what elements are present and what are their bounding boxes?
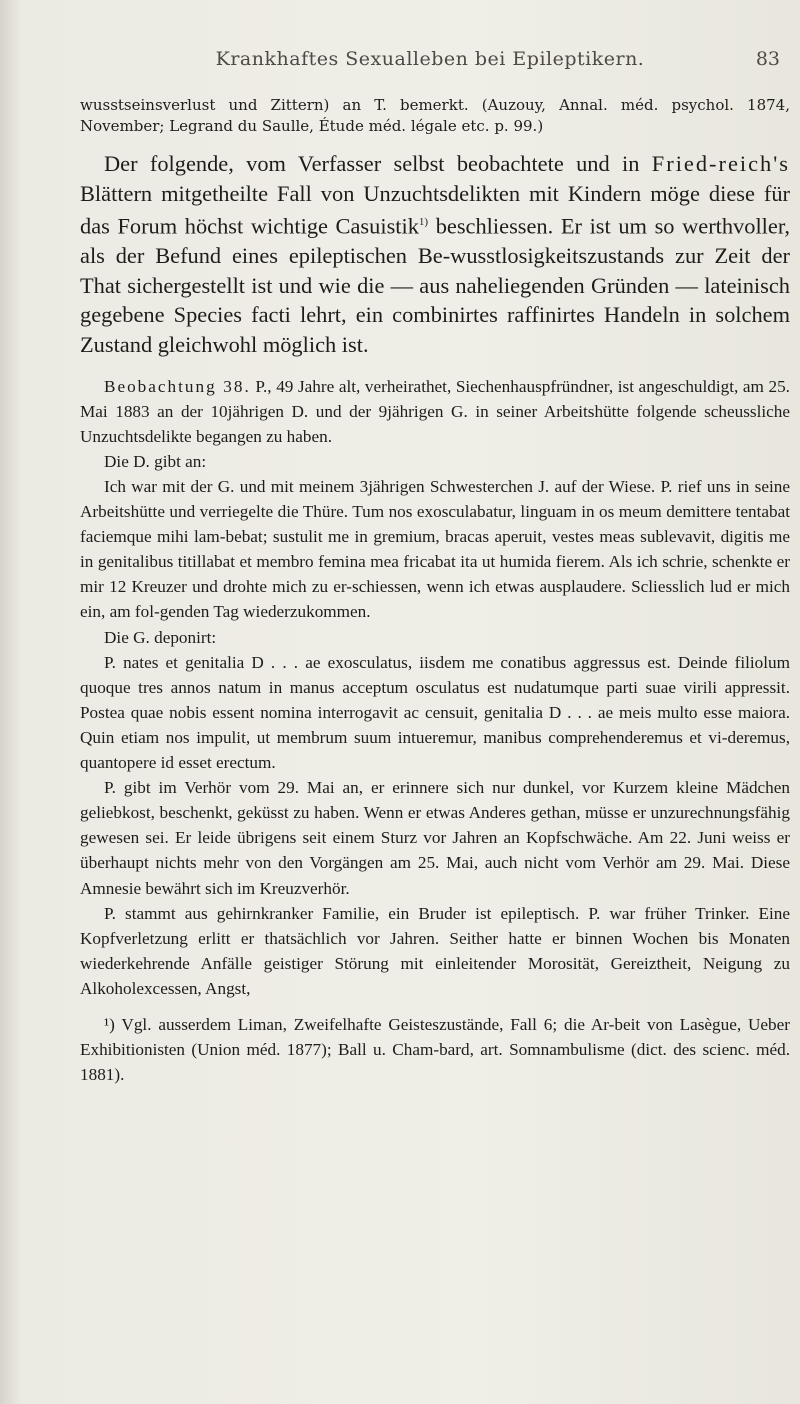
lead-text-1: Der folgende, vom Verfasser selbst beobachtete und in: [104, 151, 652, 176]
lead-name: Fried-reich's: [651, 151, 790, 176]
observation-paragraph: [80, 374, 790, 449]
lead-text-3: beschliessen. Er ist um so werthvoller, als der Befund eines epileptischen Be-wusstlosigkeitszustands zur Zeit der That sichergestellt ist und wie die — aus naheliegenden Gründen — lateinisch gegebene Species facti lehrt, ein combinirtes raffinirtes Handeln in solchem Zustand gleichwohl möglich ist.: [80, 213, 790, 358]
header-title: Krankhaftes Sexualleben bei Epileptikern.: [215, 48, 645, 70]
page-number: 83: [755, 48, 780, 70]
paragraph-history: P. stammt aus gehirnkranker Familie, ein Bruder ist epileptisch. P. war früher Trinker. Eine Kopfverletzung erlitt er thatsächlich vor Jahren. Seither hatte er binnen Wochen bis Monaten wiederkehrende Anfälle geistiger Störung mit einleitender Morosität, Gereiztheit, Neigung zu Alkoholexcessen, Angst,: [80, 903, 790, 998]
observation-label: Beobachtung 38.: [104, 376, 251, 396]
paragraph-d-statement-intro: Die D. gibt an:: [104, 451, 207, 471]
footnote-text: Vgl. ausserdem Liman, Zweifelhafte Geisteszustände, Fall 6; die Ar-beit von Lasègue, Ueber Exhibitionisten (Union méd. 1877); Ball u. Cham-bard, art. Somnambulisme (dict. des scienc. méd. 1881).: [80, 1014, 790, 1084]
paragraph-g-statement-intro: Die G. deponirt:: [104, 627, 217, 647]
footnote-number: ¹): [104, 1014, 115, 1034]
lead-paragraph: [80, 149, 790, 360]
intro-paragraph: wusstseinsverlust und Zittern) an T. bemerkt. (Auzouy, Annal. méd. psychol. 1874, November; Legrand du Saulle, Étude méd. légale etc. p. 99.): [80, 96, 790, 135]
paragraph-g-statement: P. nates et genitalia D . . . ae exosculatus, iisdem me conatibus aggressus est. Deinde filiolum quoque tres annos natum in manus acceptum osculatus est nudatumque parti suae virili appressit. Postea quae nobis essent nomina interrogavit ac censuit, genitalia D . . . ae meis multo esse maiora. Quin etiam nos impulit, ut membrum suum intueremur, manibus comprehenderemus et vi-deremus, quantopere id esset erectum.: [80, 652, 790, 773]
paragraph-d-statement: Ich war mit der G. und mit meinem 3jährigen Schwesterchen J. auf der Wiese. P. rief uns in seine Arbeitshütte und verriegelte die Thüre. Tum nos exosculabatur, linguam in os meum demittere tentabat faciemque mihi lam-bebat; sustulit me in gremium, bracas aperuit, vestes meas sublevavit, digitis me in genitalibus titillabat et membro femina mea fricabat ita ut humida fierem. Als ich schrie, schenkte er mir 12 Kreuzer und drohte mich zu er-schiessen, wenn ich etwas ausplaudere. Scliesslich lud er mich ein, am fol-genden Tag wiederzukommen.: [80, 477, 790, 622]
paragraph-interrogation: P. gibt im Verhör vom 29. Mai an, er erinnere sich nur dunkel, vor Kurzem kleine Mädchen geliebkost, beschenkt, geküsst zu haben. Wenn er etwas Anderes gethan, müsse er unzurechnungsfähig gewesen sei. Er leide übrigens seit einem Sturz vor Jahren an Kopfschwäche. Am 22. Juni weiss er überhaupt nichts mehr von den Vorgängen am 25. Mai, auch nicht vom Verhör am 29. Mai. Diese Amnesie bewährt sich im Kreuzverhör.: [80, 778, 790, 898]
footnote-mark: 1): [418, 216, 429, 229]
page-body: [80, 95, 790, 1087]
footnote: [80, 1012, 790, 1087]
observation-text: P., 49 Jahre alt, verheirathet, Siechenhauspfründner, ist angeschuldigt, am 25. Mai 1883 an der 10jährigen D. und der 9jährigen G. in seiner Arbeitshütte folgende scheussliche Unzuchtsdelikte begangen zu haben.: [80, 376, 790, 446]
lead-text-2: Blättern mitgetheilte Fall von Unzuchtsdelikten mit Kindern möge diese für das Forum höchst wichtige Casuistik: [80, 180, 790, 239]
running-header: [80, 48, 780, 78]
